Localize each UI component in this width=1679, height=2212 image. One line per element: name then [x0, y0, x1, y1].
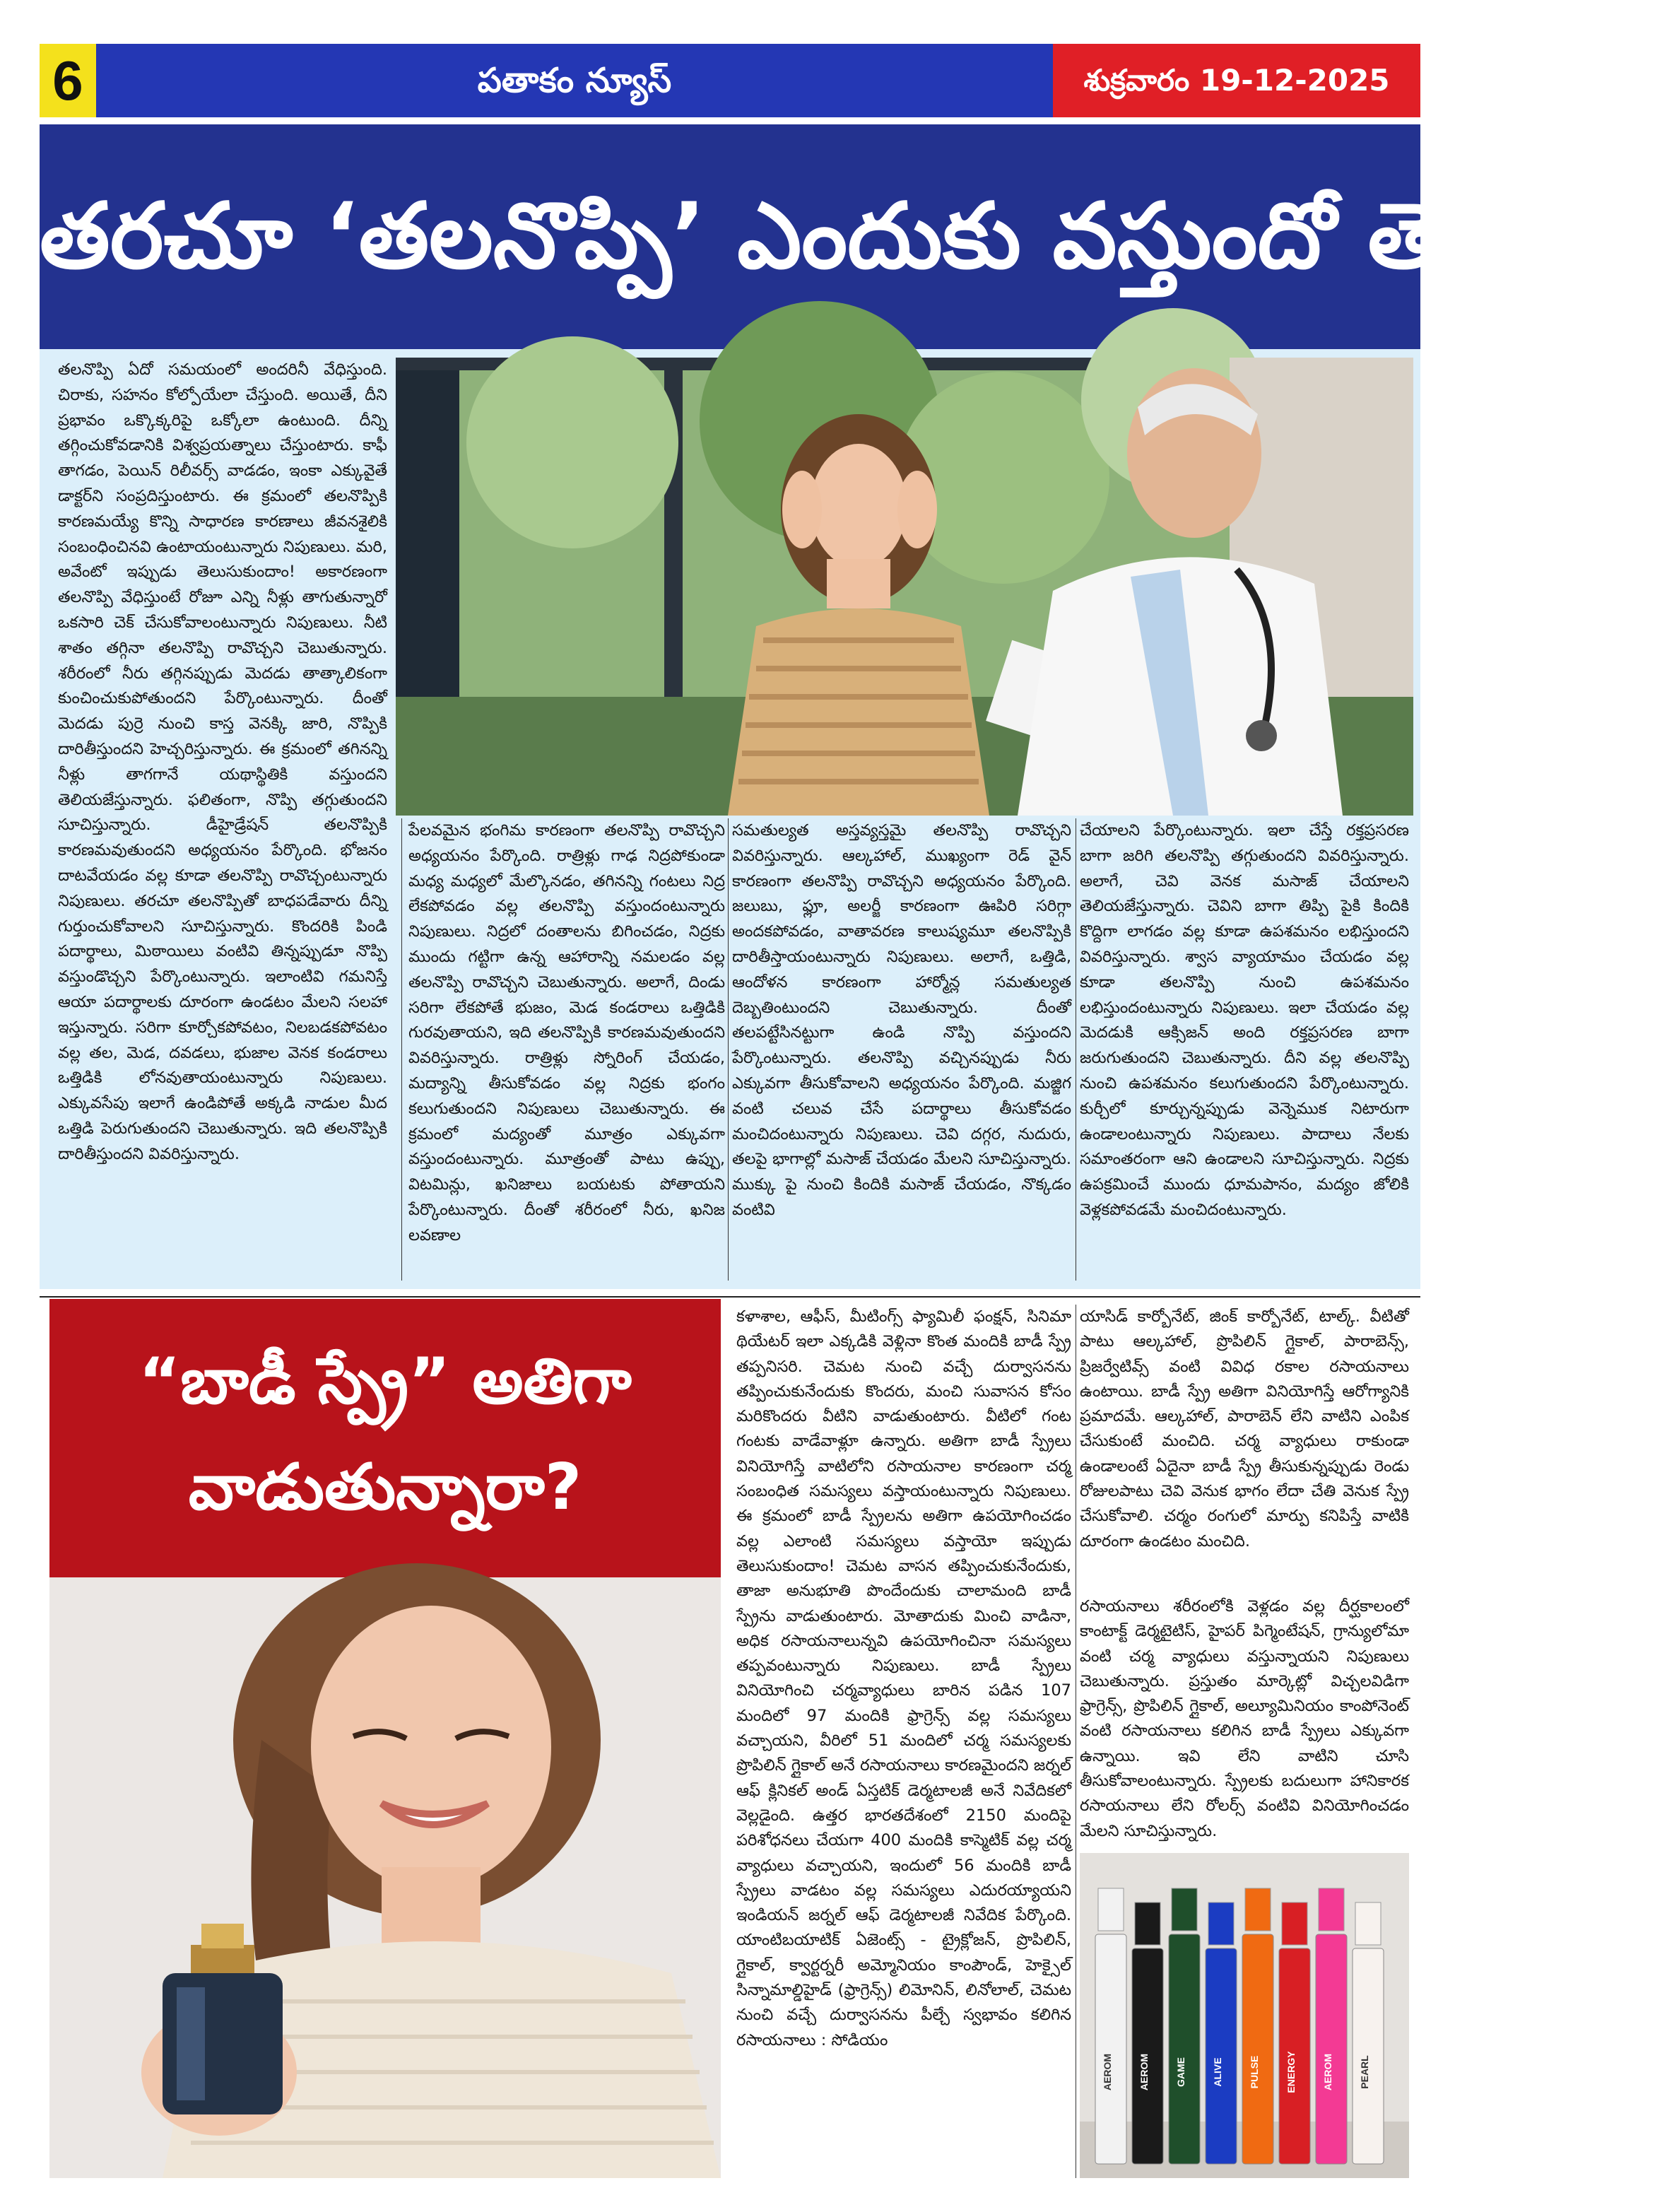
- bottle-label: PULSE: [1249, 2055, 1260, 2089]
- article1-column-4: చేయాలని పేర్కొంటున్నారు. ఇలా చేస్తే రక్తప్రసరణ బాగా జరిగి తలనొప్పి తగ్గుతుందని వివరిస్తున్నారు. అలాగే, చెవి వెనక మసాజ్ చేయాలని తెలియజేస్తున్నారు. చెవిని బాగా తిప్పి పైకి కిందికి కొద్దిగా లాగడం వల్ల కూడా ఉపశమనం లభిస్తుందని వివరిస్తున్నారు. శ్వాస వ్యాయామం చేయడం వల్ల కూడా తలనొప్పి నుంచి ఉపశమనం లభిస్తుందంటున్నారు నిపుణులు. ఇలా చేయడం వల్ల మెదడుకి ఆక్సిజన్ అంది రక్తప్రసరణ బాగా జరుగుతుందని చెబుతున్నారు. దీని వల్ల తలనొప్పి నుంచి ఉపశమనం కలుగుతుందని పేర్కొంటున్నారు. కుర్చీలో కూర్చున్నప్పుడు వెన్నెముక నిటారుగా ఉండాలంటున్నారు నిపుణులు. పాదాలు నేలకు సమాంతరంగా ఆని ఉండాలని సూచిస్తున్నారు. నిద్రకు ఉపక్రమించే ముందు ధూమపానం, మద్యం జోలికి వెళ్లకపోవడమే మంచిదంటున్నారు.: [1080, 821, 1409, 1219]
- article1-photo-headache-consultation: [396, 358, 1413, 816]
- article2-column-3: రసాయనాలు శరీరంలోకి వెళ్లడం వల్ల దీర్ఘకాలంలో కాంటాక్ట్ డెర్మటైటిస్, హైపర్ పిగ్మెంటేషన్, గ్రాన్యులోమా వంటి చర్మ వ్యాధులు వస్తున్నాయని నిపుణులు చెబుతున్నారు. ప్రస్తుతం మార్కెట్లో విచ్చలవిడిగా ఫ్రాగ్రెన్స్, ప్రొపిలిన్ గ్లైకాల్, అల్యూమినియం కాంపోనెంట్ వంటి రసాయనాలు కలిగిన బాడీ స్ప్రేలు ఎక్కువగా ఉన్నాయి. ఇవి లేని వాటిని చూసి తీసుకోవాలంటున్నారు. స్ప్రేలకు బదులుగా హానికారక రసాయనాలు లేని రోలర్స్ వంటివి వినియోగించడం మేలని సూచిస్తున్నారు.: [1080, 1597, 1409, 1840]
- column-divider: [728, 818, 729, 1281]
- bottle-label: AEROM: [1138, 2053, 1150, 2091]
- perfume-woman-illustration: [49, 1577, 721, 2178]
- masthead: [40, 44, 1420, 117]
- article2-photo-perfume-woman: [49, 1577, 721, 2178]
- spray-bottle: [1242, 1888, 1273, 2164]
- spray-bottle: [1353, 1902, 1384, 2164]
- newspaper-name: పతాకం న్యూస్: [96, 44, 1053, 117]
- article2-column-2: యాసిడ్ కార్బోనేట్, జింక్ కార్బోనేట్, టాల్క్. వీటితో పాటు ఆల్కహాల్, ప్రొపిలిన్ గ్లైకాల్, పారాబెన్స్, ప్రిజర్వేటివ్స్ వంటి వివిధ రకాల రసాయనాలు ఉంటాయి. బాడీ స్ప్రే అతిగా వినియోగిస్తే ఆరోగ్యానికి ప్రమాదమే. ఆల్కహాల్, పారాబెన్ లేని వాటిని ఎంపిక చేసుకుంటే మంచిది. చర్మ వ్యాధులు రాకుండా ఉండాలంటే ఏదైనా బాడీ స్ప్రే తీసుకున్నప్పుడు రెండు రోజులపాటు చెవి వెనుక భాగం లేదా చేతి వెనుక స్ప్రే చేసుకోవాలి. చర్మం రంగులో మార్పు కనిపిస్తే వాటికి దూరంగా ఉండటం మంచిది.: [1080, 1307, 1409, 1551]
- spray-bottles-illustration: [1080, 1853, 1409, 2178]
- spray-bottle: [1169, 1888, 1200, 2164]
- spray-bottle: [1316, 1888, 1347, 2164]
- article1-column-2: పేలవమైన భంగిమ కారణంగా తలనొప్పి రావొచ్చని అధ్యయనం పేర్కొంది. రాత్రిళ్లు గాఢ నిద్రపోకుండా మధ్య మధ్యలో మేల్కొనడం, తగినన్ని గంటలు నిద్ర లేకపోవడం వల్ల తలనొప్పి వస్తుందంటున్నారు నిపుణులు. నిద్రలో దంతాలను బిగించడం, నిద్రకు ముందు గట్టిగా ఉన్న ఆహారాన్ని నమలడం వల్ల తలనొప్పి రావొచ్చని చెబుతున్నారు. అలాగే, దిండు సరిగా లేకపోతే భుజం, మెడ కండరాలు ఒత్తిడికి గురవుతాయని, ఇది తలనొప్పికి కారణమవుతుందని వివరిస్తున్నారు. రాత్రిళ్లు స్నోరింగ్ చేయడం, మద్యాన్ని తీసుకోవడం వల్ల నిద్రకు భంగం కలుగుతుందని నిపుణులు చెబుతున్నారు. ఈ క్రమంలో మద్యంతో మూత్రం ఎక్కువగా వస్తుందంటున్నారు. మూత్రంతో పాటు ఉప్పు, విటమిన్లు, ఖనిజాలు బయటకు పోతాయని పేర్కొంటున్నారు. దీంతో శరీరంలో నీరు, ఖనిజ లవణాల: [408, 821, 725, 1245]
- bottle-label: PEARL: [1359, 2055, 1370, 2089]
- bottle-label: AEROM: [1322, 2053, 1333, 2091]
- spray-bottle: [1206, 1902, 1237, 2164]
- headline-band: [40, 124, 1679, 349]
- article2-headline-line-2: వాడుతున్నారా?: [188, 1450, 582, 1524]
- page-number: 6: [40, 44, 96, 117]
- spray-bottle: [1132, 1902, 1163, 2164]
- spray-bottle: [1095, 1888, 1126, 2164]
- article2-photo-body-spray-bottles: [1080, 1853, 1409, 2178]
- article1-headline: తరచూ ‘తలనొప్పి’ ఎందుకు వస్తుందో తెలుసా?: [40, 184, 1679, 289]
- article1-column-3: సమతుల్యత అస్తవ్యస్తమై తలనొప్పి రావొచ్చని వివరిస్తున్నారు. ఆల్కహాల్, ముఖ్యంగా రెడ్ వైన్ కారణంగా తలనొప్పి రావొచ్చని అధ్యయనం పేర్కొంది. జలుబు, ఫ్లూ, అలర్జీ కారణంగా ఊపిరి సరిగ్గా అందకపోవడం, వాతావరణ కాలుష్యమూ తలనొప్పికి దారితీస్తాయంటున్నారు నిపుణులు. అలాగే, ఒత్తిడి, ఆందోళన కారణంగా హార్మోన్ల సమతుల్యత దెబ్బతింటుందని చెబుతున్నారు. దీంతో తలపట్టేసినట్టుగా ఉండి నొప్పి వస్తుందని పేర్కొంటున్నారు. తలనొప్పి వచ్చినప్పుడు నీరు ఎక్కువగా తీసుకోవాలని అధ్యయనం పేర్కొంది. మజ్జిగ వంటి చలువ చేసే పదార్థాలు తీసుకోవడం మంచిదంటున్నారు నిపుణులు. చెవి దగ్గర, నుదురు, తలపై భాగాల్లో మసాజ్ చేయడం మేలని సూచిస్తున్నారు. ముక్కు పై నుంచి కిందికి మసాజ్ చేయడం, నొక్కడం వంటివి: [732, 821, 1071, 1219]
- bottle-label: ENERGY: [1285, 2051, 1297, 2093]
- bottle-label: GAME: [1175, 2057, 1186, 2087]
- article2-column-1: కళాశాల, ఆఫీస్, మీటింగ్స్ ఫ్యామిలీ ఫంక్షన్, సినిమా థియేటర్ ఇలా ఎక్కడికి వెళ్లినా కొంత మందికి బాడీ స్ప్రే తప్పనిసరి. చెమట నుంచి వచ్చే దుర్వాసనను తప్పించుకునేందుకు కొందరు, మంచి సువాసన కోసం మరికొందరు వీటిని వాడుతుంటారు. వీటిలో గంట గంటకు వాడేవాళ్లూ ఉన్నారు. అతిగా బాడీ స్ప్రేలు వినియోగిస్తే వాటిలోని రసాయనాల కారణంగా చర్మ సంబంధిత సమస్యలు వస్తాయంటున్నారు నిపుణులు. ఈ క్రమంలో బాడీ స్ప్రేలను అతిగా ఉపయోగించడం వల్ల ఎలాంటి సమస్యలు వస్తాయో ఇప్పుడు తెలుసుకుందాం! చెమట వాసన తప్పించుకునేందుకు, తాజా అనుభూతి పొందేందుకు చాలామంది బాడీ స్ప్రేను వాడుతుంటారు. మోతాదుకు మించి వాడినా, అధిక రసాయనాలున్నవి ఉపయోగించినా సమస్యలు తప్పవంటున్నారు నిపుణులు. బాడీ స్ప్రేలు వినియోగించి చర్మవ్యాధులు బారిన పడిన 107 మందిలో 97 మందికి ఫ్రాగ్రెన్స్ వల్ల సమస్యలు వచ్చాయని, వీరిలో 51 మందిలో చర్మ సమస్యలకు ప్రొపిలిన్ గ్లైకాల్ అనే రసాయనాలు కారణమైందని జర్నల్ ఆఫ్ క్లినికల్ అండ్ ఏస్తటిక్ డెర్మటాలజీ అనే నివేదికలో వెల్లడైంది. ఉత్తర భారతదేశంలో 2150 మందిపై పరిశోధనలు చేయగా 400 మందికి కాస్మెటిక్ వల్ల చర్మ వ్యాధులు వచ్చాయని, ఇందులో 56 మందికి బాడీ స్ప్రేలు వాడటం వల్ల సమస్యలు ఎదురయ్యాయని ఇండియన్ జర్నల్ ఆఫ్ డెర్మటాలజీ నివేదిక పేర్కొంది. యాంటిబయాటిక్ ఏజెంట్స్ - ట్రైక్లోజన్, ప్రొపిలిన్, గ్లైకాల్, క్వార్టర్నరీ అమ్మోనియం కాంపౌండ్, హెక్సైల్ సిన్నామాల్డిహైడ్ (ఫ్రాగ్రెన్స్) లిమోనిన్, లినోలాల్, చెమట నుంచి వచ్చే దుర్వాసనను పీల్చే స్వభావం కలిగిన రసాయనాలు : సోడియం: [736, 1307, 1071, 2049]
- column-divider: [401, 818, 402, 1281]
- bottle-label: ALIVE: [1212, 2057, 1223, 2087]
- article2-headline: [49, 1329, 721, 1541]
- article2-headline-line-1: “బాడీ స్ప్రే” అతిగా: [139, 1344, 632, 1418]
- headache-illustration: [396, 358, 1413, 816]
- bottle-label: AEROM: [1102, 2053, 1113, 2091]
- article1-column-1: తలనొప్పి ఏదో సమయంలో అందరినీ వేధిస్తుంది. చిరాకు, సహనం కోల్పోయేలా చేస్తుంది. అయితే, దీని ప్రభావం ఒక్కొక్కరిపై ఒక్కోలా ఉంటుంది. దీన్ని తగ్గించుకోవడానికి విశ్వప్రయత్నాలు చేస్తుంటారు. కాఫీ తాగడం, పెయిన్ రిలీవర్స్ వాడడం, ఇంకా ఎక్కువైతే డాక్టర్‌ని సంప్రదిస్తుంటారు. ఈ క్రమంలో తలనొప్పికి కారణమయ్యే కొన్ని సాధారణ కారణాలు జీవనశైలికి సంబంధించినవి ఉంటాయంటున్నారు నిపుణులు. మరి, అవేంటో ఇప్పుడు తెలుసుకుందాం! అకారణంగా తలనొప్పి వేధిస్తుంటే రోజూ ఎన్ని నీళ్లు తాగుతున్నారో ఒకసారి చెక్ చేసుకోవాలంటున్నారు నిపుణులు. నీటి శాతం తగ్గినా తలనొప్పి రావొచ్చని చెబుతున్నారు. శరీరంలో నీరు తగ్గినప్పుడు మెదడు తాత్కాలికంగా కుంచించుకుపోతుందని పేర్కొంటున్నారు. దీంతో మెదడు పుర్రె నుంచి కాస్త వెనక్కి జారి, నొప్పికి దారితీస్తుందని హెచ్చరిస్తున్నారు. ఈ క్రమంలో తగినన్ని నీళ్లు తాగగానే యథాస్థితికి వస్తుందని తెలియజేస్తున్నారు. ఫలితంగా, నొప్పి తగ్గుతుందని సూచిస్తున్నారు. డీహైడ్రేషన్ తలనొప్పికి కారణమవుతుందని అధ్యయనం పేర్కొంది. భోజనం దాటవేయడం వల్ల కూడా తలనొప్పి రావొచ్చంటున్నారు నిపుణులు. తరచూ తలనొప్పితో బాధపడేవారు దీన్ని గుర్తుంచుకోవాలని సూచిస్తున్నారు. కొందరికి పిండి పదార్థాలు, మిఠాయిలు వంటివి తిన్నప్పుడూ నొప్పి వస్తుండొచ్చని పేర్కొంటున్నారు. ఇలాంటివి గమనిస్తే ఆయా పదార్థాలకు దూరంగా ఉండటం మేలని సలహా ఇస్తున్నారు. సరిగా కూర్చోకపోవటం, నిలబడకపోవటం వల్ల తల, మెడ, దవడలు, భుజాల వెనక కండరాలు ఒత్తిడికి లోనవుతాయంటున్నారు నిపుణులు. ఎక్కువసేపు ఇలాగే ఉండిపోతే అక్కడి నాడుల మీద ఒత్తిడి పెరుగుతుందని చెబుతున్నారు. ఇది తలనొప్పికి దారితీస్తుందని వివరిస్తున్నారు.: [58, 360, 387, 1163]
- issue-date: శుక్రవారం 19-12-2025: [1053, 44, 1420, 117]
- spray-bottle: [1279, 1902, 1310, 2164]
